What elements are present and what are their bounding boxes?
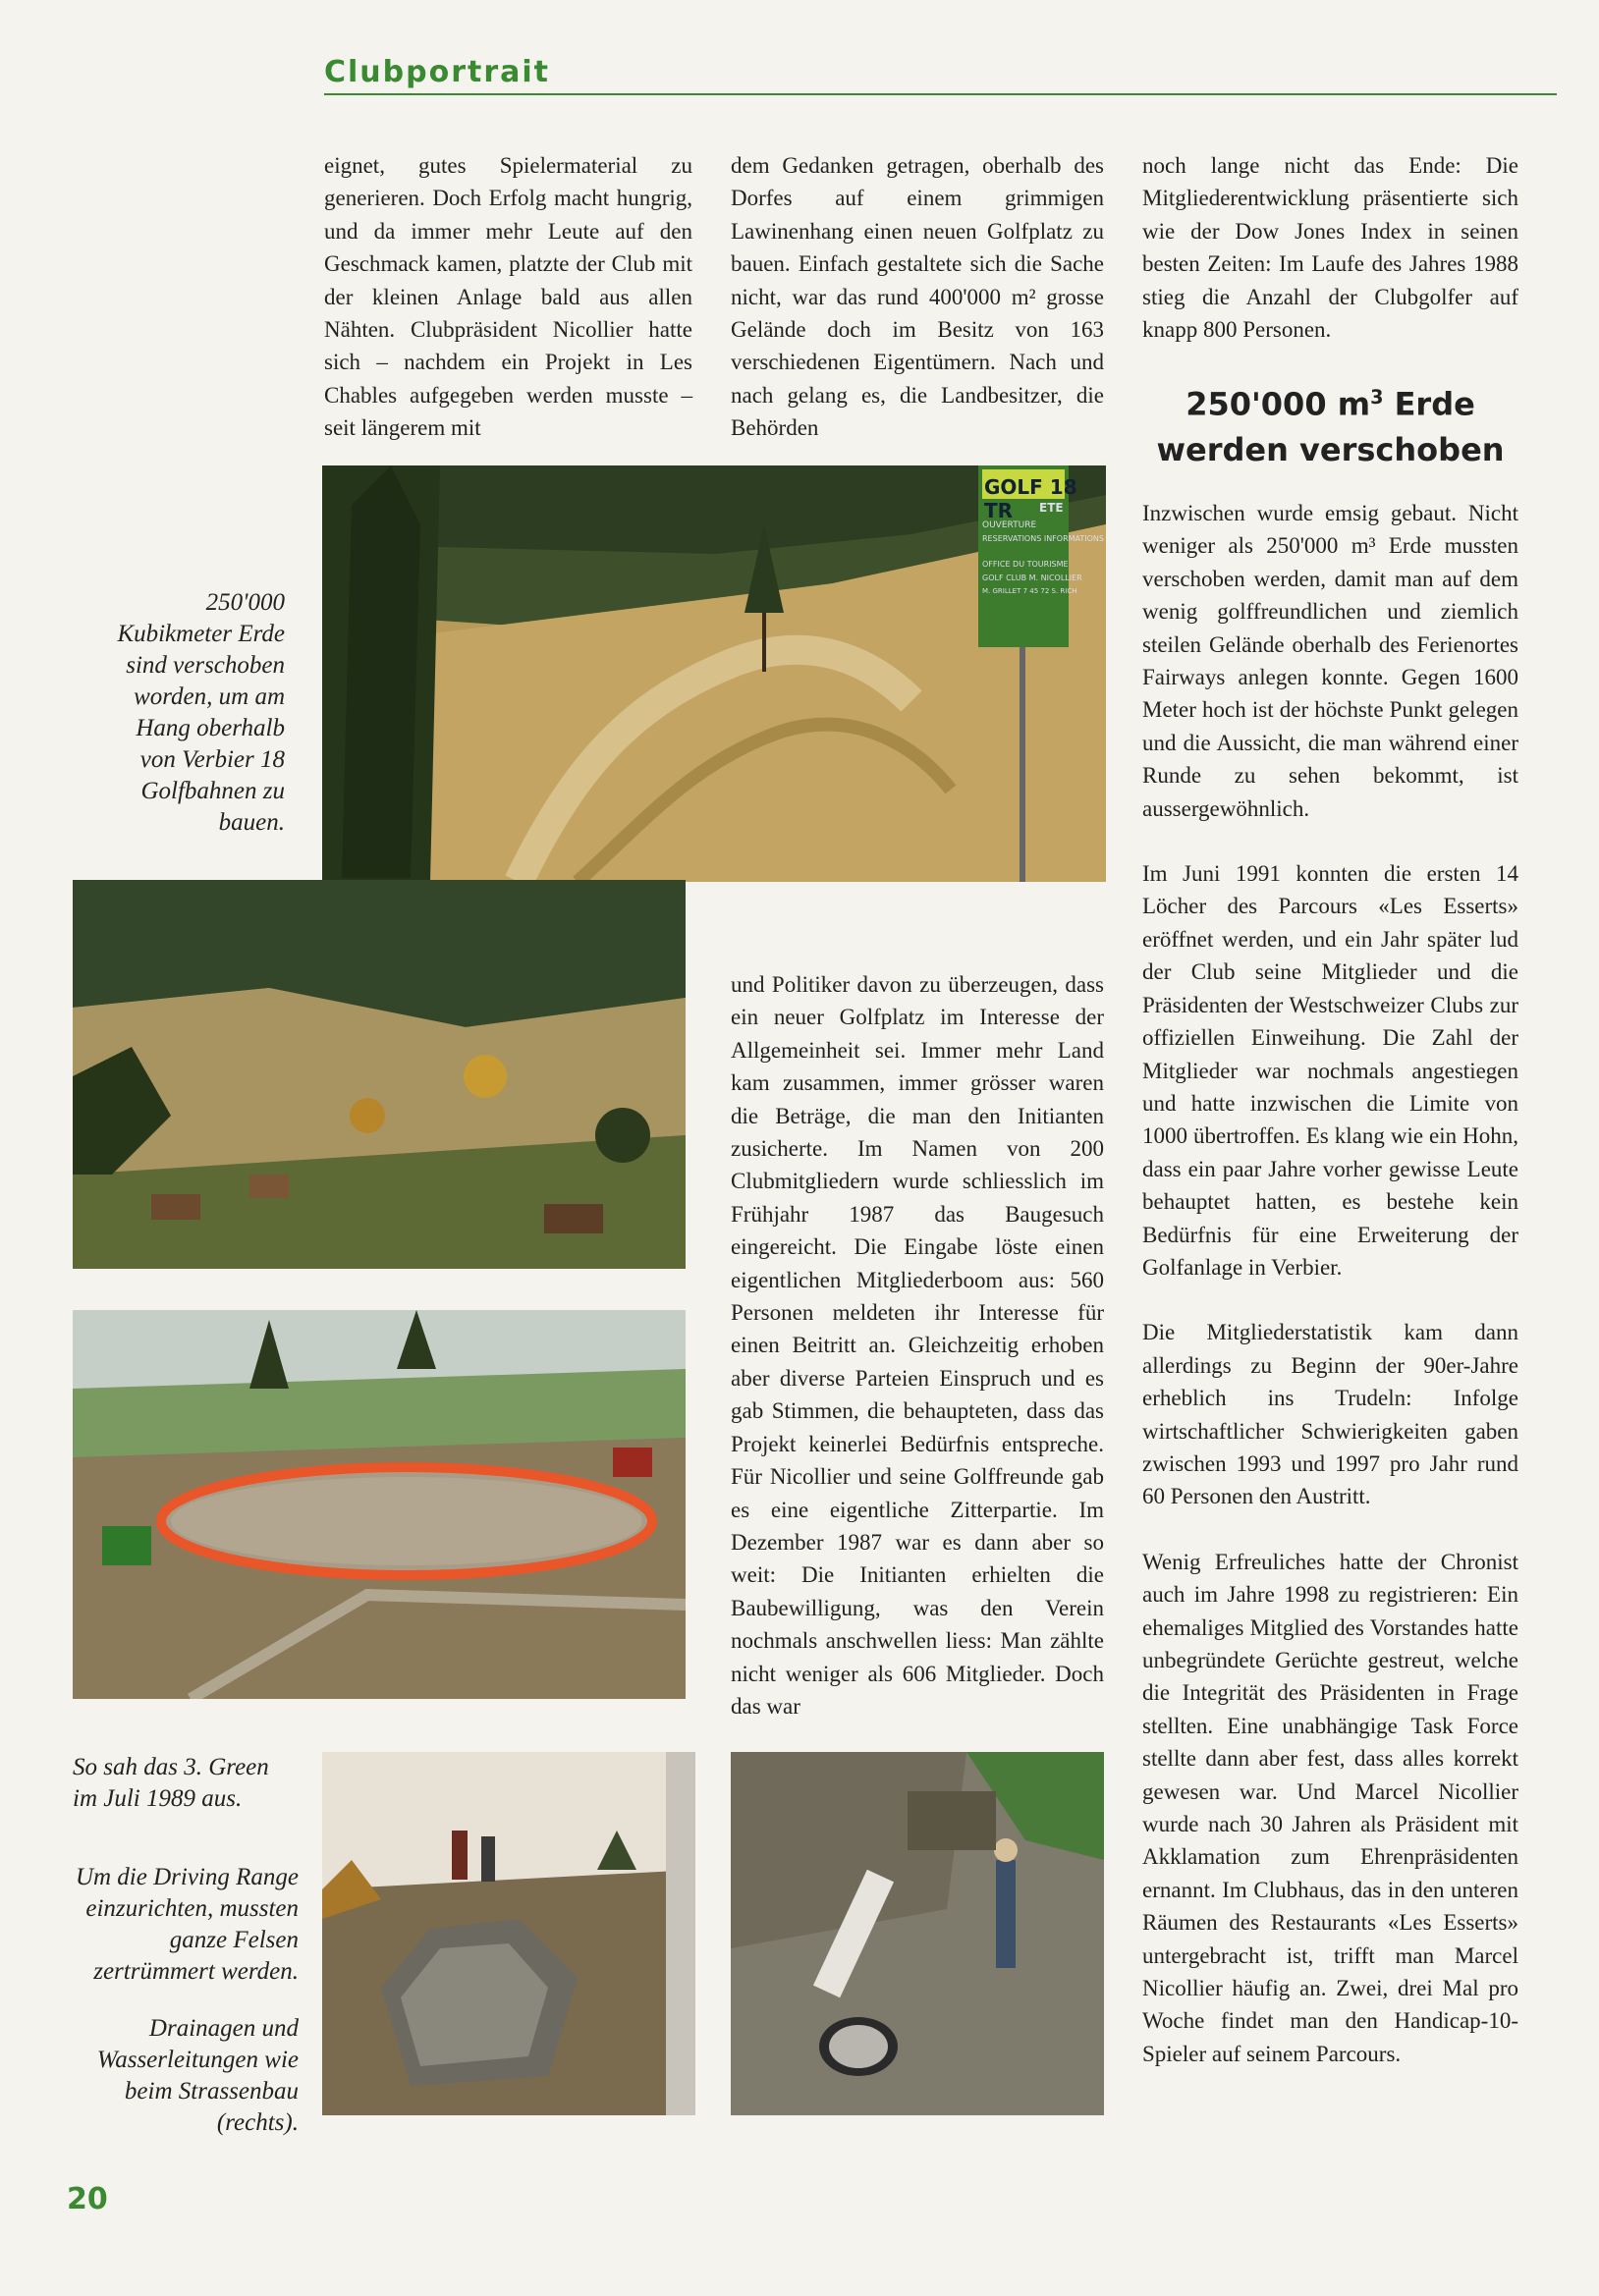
caption-drainage: Drainagen und Wasserleitungen wie beim Strassenbau (rechts). — [96, 2015, 299, 2136]
article-column-2-top: dem Gedanken getragen, oberhalb des Dorfes auf einem grimmigen Lawinenhang einen neuen Golfplatz zu bauen. Einfach gestaltete sich die Sache nicht, war das rund 400'000 m² grosse Gelände doch im Besitz von 163 verschiedenen Eigentümern. Nach und nach gelang es, die Landbesitzer, die Behörden — [731, 153, 1104, 441]
sign-title: GOLF 18 TR — [984, 475, 1077, 522]
caption-green: So sah das 3. Green im Juli 1989 aus. — [73, 1754, 269, 1812]
photo-green-construction — [73, 1310, 686, 1699]
subheading-line2: werden verschoben — [1156, 430, 1505, 468]
sign-line: M. GRILLET 7 45 72 S. RICH — [982, 587, 1077, 595]
article-column-3-body — [1142, 497, 1518, 2103]
sign-line: OUVERTURE — [982, 520, 1037, 530]
photo-valley — [73, 880, 686, 1269]
sign-line: OFFICE DU TOURISME — [982, 560, 1069, 569]
sign-line: GOLF CLUB M. NICOLLIER — [982, 574, 1082, 582]
paragraph: Inzwischen wurde emsig gebaut. Nicht weniger als 250'000 m³ Erde mussten verschoben werden, damit man auf dem wenig golffreundlichen und ziemlich steilen Gelände oberhalb des Ferienortes Fairways anlegen konnte. Gegen 1600 Meter hoch ist der höchste Punkt gelegen und die Aussicht, die man während einer Runde zu sehen bekommt, ist aussergewöhnlich. — [1142, 501, 1518, 821]
article-column-3-top: noch lange nicht das Ende: Die Mitgliederentwicklung präsentierte sich wie der Dow Jones Index in seinen besten Zeiten: Im Laufe des Jahres 1988 stieg die Anzahl der Clubgolfer auf knapp 800 Personen. — [1142, 153, 1518, 343]
caption-earth: 250'000 Kubikmeter Erde sind verschoben worden, um am Hang oberhalb von Verbier 18 Golfbahnen zu bauen. — [117, 589, 285, 836]
photo-rock-breaking — [322, 1752, 695, 2115]
photo-earthworks — [322, 465, 1106, 882]
paragraph: Im Juni 1991 konnten die ersten 14 Löcher des Parcours «Les Esserts» eröffnet werden, und ein Jahr später lud der Club seine Mitglieder und die Präsidenten der Westschweizer Clubs zur offiziellen Einweihung. Die Zahl der Mitglieder war nochmals angestiegen und hatte inzwischen die Limite von 1000 übertroffen. Es klang wie ein Hohn, dass ein paar Jahre vorher gewisse Leute behauptet hatten, es bestehe kein Bedürfnis für eine Erweiterung der Golfanlage in Verbier. — [1142, 861, 1518, 1280]
subheading-superscript: 3 — [1370, 386, 1384, 409]
subheading — [1142, 375, 1518, 472]
page-number: 20 — [67, 2182, 108, 2216]
section-header: Clubportrait — [324, 55, 551, 89]
subheading-part1: 250'000 m — [1185, 385, 1371, 423]
paragraph: Wenig Erfreuliches hatte der Chronist auch im Jahre 1998 zu registrieren: Ein ehemaliges Mitglied des Vorstandes hatte unbegründete Gerüchte gestreut, welche die Integrität des Präsidenten in Frage stellten. Eine unabhängige Task Force stellte dann aber fest, dass alles korrekt gewesen war. Und Marcel Nicollier wurde nach 30 Jahren als Präsident mit Akklamation zum Ehrenpräsidenten ernannt. Im Clubhaus, das in den unteren Räumen des Restaurants «Les Esserts» untergebracht ist, trifft man Marcel Nicollier häufig an. Zwei, drei Mal pro Woche findet man den Handicap-10-Spieler auf seinem Parcours. — [1142, 1549, 1518, 2066]
article-column-2-bottom: und Politiker davon zu überzeugen, dass ein neuer Golfplatz im Interesse der Allgemeinheit sei. Immer mehr Land kam zusammen, immer grösser waren die Beträge, die man den Initianten zusicherte. Im Namen von 200 Clubmitgliedern wurde schliesslich im Frühjahr 1987 das Baugesuch eingereicht. Die Eingabe löste einen eigentlichen Mitgliederboom aus: 560 Personen meldeten ihr Interesse für einen Beitritt an. Gleichzeitig erhoben aber diverse Parteien Einspruch und es gab Stimmen, die behaupteten, dass das Projekt keinerlei Bedürfnis entspreche. Für Nicollier und seine Golffreunde gab es eine eigentliche Zitterpartie. Im Dezember 1987 war es dann aber so weit: Die Initianten erhielten die Baubewilligung, was den Verein nochmals anschwellen liess: Man zählte nicht weniger als 606 Mitglieder. Doch das war — [731, 972, 1104, 1719]
sign-line: RESERVATIONS INFORMATIONS — [982, 534, 1104, 543]
paragraph: Die Mitgliederstatistik kam dann allerdings zu Beginn der 90er-Jahre erheblich ins Trudeln: Infolge wirtschaftlicher Schwierigkeiten gaben zwischen 1993 und 1997 pro Jahr rund 60 Personen den Austritt. — [1142, 1320, 1518, 1509]
subheading-part2: Erde — [1383, 385, 1475, 423]
article-column-1: eignet, gutes Spielermaterial zu generieren. Doch Erfolg macht hungrig, und da immer mehr Leute auf den Geschmack kamen, platzte der Club mit der kleinen Anlage bald aus allen Nähten. Clubpräsident Nicollier hatte sich – nachdem ein Projekt in Les Chables aufgegeben werden musste – seit längerem mit — [324, 153, 692, 441]
sign-line: ETE — [1039, 501, 1064, 515]
photo-drainage — [731, 1752, 1104, 2115]
header-rule — [324, 93, 1557, 95]
caption-driving-range: Um die Driving Range einzurichten, mussten ganze Felsen zertrümmert werden. — [75, 1864, 299, 1985]
